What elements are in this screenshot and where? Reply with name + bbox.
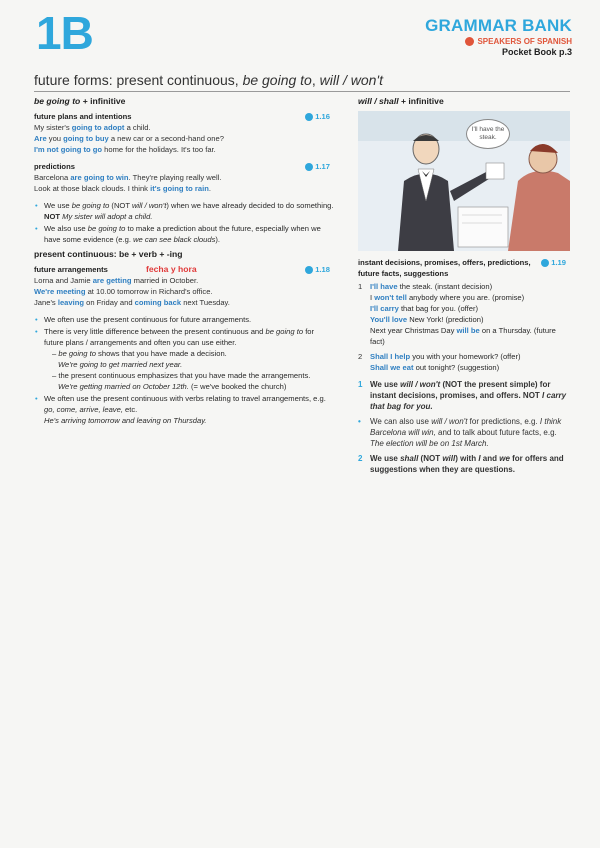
will-shall-heading: will / shall + infinitive xyxy=(358,96,444,106)
waiter-illustration xyxy=(358,111,570,251)
example-line: Shall we eat out tonight? (suggestion) xyxy=(370,363,500,372)
example-group: 2 Shall I help you with your homework? (offer) Shall we eat out tonight? (suggestion) xyxy=(358,351,570,373)
plans-block xyxy=(34,111,334,155)
rule-item: 1 We use will / won't (NOT the present simple) for instant decisions, promises, and offers. NOT I carry that bag for you. xyxy=(358,380,567,411)
going-to-rules xyxy=(34,200,334,245)
example-line: You'll love New York! (prediction) xyxy=(370,315,484,324)
handwritten-note: fecha y hora xyxy=(146,264,197,274)
right-column xyxy=(358,96,570,479)
title-rule xyxy=(34,91,570,92)
rule-example: We're going to get married next year. xyxy=(58,360,183,369)
speaker-icon xyxy=(465,37,474,46)
rule-example: We're getting married on October 12th. (= we've booked the church) xyxy=(58,382,287,391)
example-line: I'll carry that bag for you. (offer) xyxy=(370,304,479,313)
rule-item: 2 We use shall (NOT will) with I and we for offers and suggestions when they are questions. xyxy=(358,454,564,474)
example-line: I won't tell anybody where you are. (promise) xyxy=(370,293,525,302)
arrangements-label: future arrangements fecha y hora 1.18 xyxy=(34,264,330,274)
page-title: future forms: present continuous, be going to, will / won't xyxy=(34,72,383,88)
example-line: I'll have the steak. (instant decision) xyxy=(370,282,493,291)
left-column xyxy=(34,96,334,430)
present-continuous-rules xyxy=(34,314,334,426)
arrangements-block xyxy=(34,264,334,308)
example-line: My sister's going to adopt a child. xyxy=(34,123,151,132)
present-continuous-heading: present continuous: be + verb + -ing xyxy=(34,249,183,259)
audio-icon[interactable]: 1.18 xyxy=(305,264,330,275)
speakers-of-spanish: SPEAKERS OF SPANISH xyxy=(425,37,572,46)
plans-label: future plans and intentions 1.16 xyxy=(34,112,330,121)
example-line: Barcelona are going to win. They're playing really well. xyxy=(34,173,222,182)
example-line: Look at those black clouds. I think it's going to rain. xyxy=(34,184,211,193)
example-line: Jane's leaving on Friday and coming back next Tuesday. xyxy=(34,298,230,307)
rule-item: • We often use the present continuous with verbs relating to travel arrangements, e.g. go, come, arrive, leave, etc. He's arriving tomorrow and leaving on Thursday. xyxy=(44,393,334,426)
speech-bubble: I'll have the steak. xyxy=(466,119,510,149)
rule-dash: – the present continuous emphasizes that you have made the arrangements. xyxy=(52,371,311,380)
rule-item: • We can also use will / won't for predictions, e.g. I think Barcelona will win, and to talk about future facts, e.g. The election will be on 1st March. xyxy=(358,417,562,448)
example-line: I'm not going to go home for the holidays. It's too far. xyxy=(34,145,216,154)
audio-icon[interactable]: 1.19 xyxy=(541,257,566,268)
rule-item: • We use be going to (NOT will / won't) when we have already decided to do something. NOT My sister will adopt a child. xyxy=(44,200,334,222)
grammar-bank-title: GRAMMAR BANK xyxy=(425,16,572,35)
rule-dash: – be going to shows that you have made a decision. xyxy=(52,349,227,358)
pocket-book-ref: Pocket Book p.3 xyxy=(501,47,572,58)
audio-icon[interactable]: 1.17 xyxy=(305,161,330,172)
example-line: We're meeting at 10.00 tomorrow in Richard's office. xyxy=(34,287,213,296)
rule-item: • We often use the present continuous for future arrangements. xyxy=(44,314,334,325)
example-line: Are you going to buy a new car or a second-hand one? xyxy=(34,134,224,143)
rule-item: • We also use be going to to make a prediction about the future, especially when we have some evidence (e.g. we can see black clouds). xyxy=(44,223,334,245)
will-examples xyxy=(358,281,570,373)
grammar-bank-header xyxy=(425,16,572,57)
example-line: Lorna and Jamie are getting married in October. xyxy=(34,276,199,285)
example-group: 1 I'll have the steak. (instant decision) I won't tell anybody where you are. (promise) I'll carry that bag for you. (offer) You'll love New York! (prediction) Next year Christmas Day will be on a Thursday. (future fact) xyxy=(358,281,570,347)
predictions-block xyxy=(34,161,334,194)
example-line: Shall I help you with your homework? (offer) xyxy=(370,352,521,361)
example-line: Next year Christmas Day will be on a Thursday. (future fact) xyxy=(370,326,556,346)
audio-icon[interactable]: 1.16 xyxy=(305,111,330,122)
rule-item: • There is very little difference between the present continuous and be going to for future plans / arrangements and often you can use either. – be going to shows that you have made a decision. We're going to get married next year. – the present continuous emphasizes that you have made the arrangements. We're getting married on October 12th. (= we've booked the church) xyxy=(44,326,334,392)
unit-number: 1B xyxy=(36,7,93,59)
be-going-to-heading: be going to + infinitive xyxy=(34,96,126,106)
rule-example: He's arriving tomorrow and leaving on Thursday. xyxy=(44,416,207,425)
will-rules xyxy=(358,379,570,475)
predictions-label: predictions 1.17 xyxy=(34,162,330,171)
waiter-drawing xyxy=(358,111,570,251)
will-uses-label: instant decisions, promises, offers, predictions, future facts, suggestions 1.19 xyxy=(358,258,566,278)
